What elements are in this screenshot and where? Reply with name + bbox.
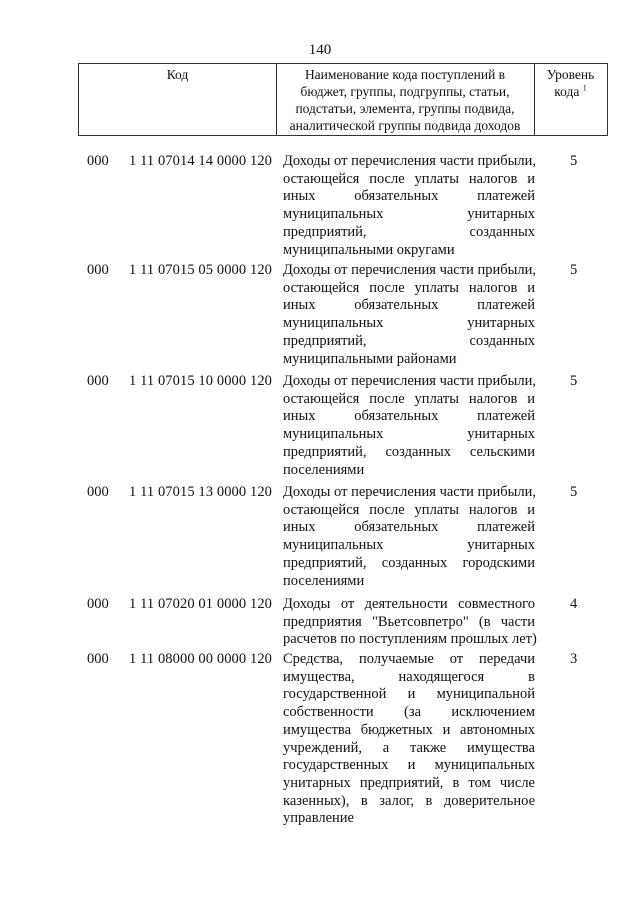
row-name: [283, 596, 535, 649]
row-name: [283, 651, 535, 828]
row-code: 1 11 07020 01 0000 120: [129, 596, 273, 612]
header-name-line: подстатьи, элемента, группы подвида,: [295, 101, 515, 116]
row-name-line: Доходы от перечисления части прибыли,: [283, 373, 536, 389]
row-name-line: собственности (за исключением: [283, 704, 535, 721]
row-code-prefix: 000: [87, 373, 109, 389]
header-level-text: кода: [554, 84, 580, 99]
row-code-prefix: 000: [87, 596, 109, 612]
row-name-line: Средства, получаемые от передачи: [283, 651, 535, 667]
header-name: [276, 64, 535, 135]
row-name-line: предприятий, созданных: [283, 332, 535, 349]
row-name-line: остающейся после уплаты налогов и: [283, 390, 535, 407]
row-name: [283, 484, 535, 590]
row-name-line: муниципальных унитарных: [283, 426, 535, 443]
header-name-line: аналитической группы подвида доходов: [289, 118, 521, 133]
row-name-line: Доходы от перечисления части прибыли,: [283, 153, 536, 169]
header-level-footnote: 1: [582, 83, 587, 93]
row-name-line: иных обязательных платежей: [283, 519, 535, 536]
header-code: Код: [79, 64, 277, 135]
row-name-line: государственной и муниципальной: [283, 686, 535, 703]
row-code: 1 11 07015 13 0000 120: [129, 484, 273, 500]
header-level-line: [534, 83, 607, 100]
row-name-line: имущества бюджетных и автономных: [283, 721, 535, 738]
row-name-line: муниципальными округами: [283, 241, 455, 258]
row-name-line: поселениями: [283, 461, 365, 478]
row-level: 5: [570, 484, 578, 500]
row-name: [283, 373, 535, 479]
row-name-line: предприятия "Вьетсовпетро" (в части: [283, 613, 535, 630]
row-name-line: Доходы от перечисления части прибыли,: [283, 484, 536, 500]
row-name-line: муниципальных унитарных: [283, 537, 535, 554]
row-code: 1 11 07015 10 0000 120: [129, 373, 273, 389]
row-name-line: остающейся после уплаты налогов и: [283, 170, 535, 187]
row-name-line: поселениями: [283, 572, 365, 589]
row-name-line: предприятий, созданных: [283, 223, 535, 240]
row-name-line: муниципальных унитарных: [283, 206, 535, 223]
row-name-line: муниципальных унитарных: [283, 315, 535, 332]
row-name: [283, 262, 535, 368]
row-name: [283, 153, 535, 259]
row-name-line: предприятий, созданных сельскими: [283, 443, 535, 460]
row-level: 3: [570, 651, 578, 667]
row-level: 5: [570, 262, 578, 278]
row-code-prefix: 000: [87, 651, 109, 667]
row-name-line: остающейся после уплаты налогов и: [283, 279, 535, 296]
row-code: 1 11 07014 14 0000 120: [129, 153, 273, 169]
row-name-line: учреждений, а также имущества: [283, 739, 535, 756]
row-code-prefix: 000: [87, 153, 109, 169]
row-code: 1 11 07015 05 0000 120: [129, 262, 273, 278]
row-code-prefix: 000: [87, 484, 109, 500]
header-level-line: Уровень: [546, 67, 595, 82]
row-name-line: управление: [283, 810, 354, 827]
row-level: 4: [570, 596, 578, 612]
row-name-line: государственных и муниципальных: [283, 757, 535, 774]
header-level: [534, 64, 607, 135]
row-name-line: Доходы от перечисления части прибыли,: [283, 262, 536, 278]
row-name-line: иных обязательных платежей: [283, 408, 535, 425]
row-name-line: муниципальными районами: [283, 350, 457, 367]
row-name-line: остающейся после уплаты налогов и: [283, 501, 535, 518]
row-code-prefix: 000: [87, 262, 109, 278]
row-name-line: казенных), в залог, в доверительное: [283, 792, 535, 809]
header-name-line: Наименование кода поступлений в: [304, 67, 506, 82]
row-code: 1 11 08000 00 0000 120: [129, 651, 273, 667]
table-header: [78, 63, 608, 136]
header-name-line: бюджет, группы, подгруппы, статьи,: [300, 84, 510, 99]
page-number: 140: [308, 42, 332, 58]
row-name-line: имущества, находящегося в: [283, 668, 535, 685]
row-name-line: предприятий, созданных городскими: [283, 554, 535, 571]
row-name-line: иных обязательных платежей: [283, 297, 535, 314]
row-name-line: унитарных предприятий, в том числе: [283, 774, 535, 791]
row-name-line: расчетов по поступлениям прошлых лет): [283, 631, 537, 648]
row-level: 5: [570, 373, 578, 389]
row-level: 5: [570, 153, 578, 169]
row-name-line: иных обязательных платежей: [283, 188, 535, 205]
row-name-line: Доходы от деятельности совместного: [283, 596, 535, 612]
